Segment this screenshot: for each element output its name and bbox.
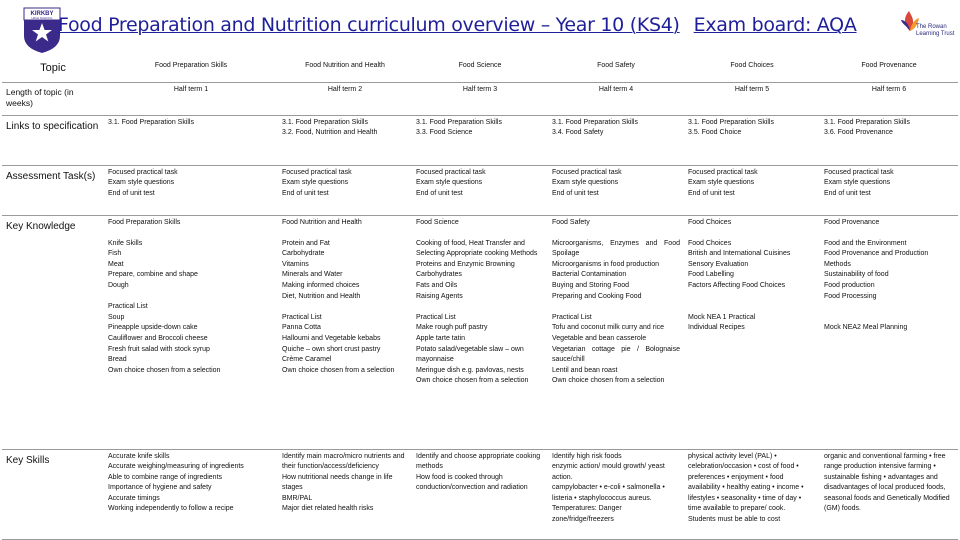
knowledge-cell: Food Science Cooking of food, Heat Transfer and Selecting Appropriate cooking Methods Proteins and Enzymic Browning Carbohydrates Fats and Oils Raising Agents Practical List Make rough puff pastry Apple tarte tatin Potato salad/vegetable slaw – own mayonnaise Meringue dish e.g. pavlovas, nests Own choice chosen from a selection [412,215,548,449]
links-label: Links to specification [2,115,104,165]
links-cell: 3.1. Food Preparation Skills 3.5. Food Choice [684,115,820,165]
length-cell: Half term 5 [684,82,820,115]
topic-cell: Food Science [412,54,548,82]
topic-cell: Food Safety [548,54,684,82]
skills-cell: Identify main macro/micro nutrients and their function/access/deficiency How nutritional needs change in life stages BMR/PAL Major diet related health risks [278,449,412,539]
assessment-cell: Focused practical task Exam style questions End of unit test [278,165,412,215]
length-cell: Half term 4 [548,82,684,115]
title-exam-board: Exam board: AQA [693,14,857,36]
skills-label: Key Skills [2,449,104,539]
page-title [58,14,857,36]
trust-name: The Rowan Learning Trust [916,24,955,37]
assessment-row [2,165,958,215]
length-row [2,82,958,115]
school-subtitle: HIGH SCHOOL [31,16,53,20]
length-cell: Half term 6 [820,82,958,115]
length-cell: Half term 1 [104,82,278,115]
curriculum-table [2,54,958,540]
assessment-cell: Focused practical task Exam style questions End of unit test [820,165,958,215]
topic-cell: Food Nutrition and Health [278,54,412,82]
assessment-label: Assessment Task(s) [2,165,104,215]
length-cell: Half term 3 [412,82,548,115]
links-row [2,115,958,165]
topic-cell: Food Preparation Skills [104,54,278,82]
crest-star-icon [22,6,62,54]
school-name: KIRKBY [30,11,54,17]
assessment-cell: Focused practical task Exam style questions End of unit test [684,165,820,215]
skills-cell: Identify and choose appropriate cooking methods How food is cooked through conduction/convection and radiation [412,449,548,539]
header [0,0,960,54]
assessment-cell: Focused practical task Exam style questions End of unit test [104,165,278,215]
links-cell: 3.1. Food Preparation Skills 3.4. Food Safety [548,115,684,165]
skills-cell: Accurate knife skills Accurate weighing/measuring of ingredients Able to combine range of ingredients Importance of hygiene and safety Accurate timings Working independently to follow a recipe [104,449,278,539]
topic-cell: Food Choices [684,54,820,82]
knowledge-cell: Food Choices Food Choices British and International Cuisines Sensory Evaluation Food Labelling Factors Affecting Food Choices Mock NEA 1 Practical Individual Recipes [684,215,820,449]
topic-row [2,54,958,82]
length-cell: Half term 2 [278,82,412,115]
assessment-cell: Focused practical task Exam style questions End of unit test [548,165,684,215]
title-main: Food Preparation and Nutrition curriculum overview – Year 10 (KS4) [58,14,680,36]
links-cell: 3.1. Food Preparation Skills 3.2. Food, Nutrition and Health [278,115,412,165]
length-label: Length of topic (in weeks) [2,82,104,115]
skills-cell: organic and conventional farming • free range production intensive farming • sustainable fishing • advantages and disadvantages of local produced foods, seasonal foods and Genetically Modified (GM) foods. [820,449,958,539]
links-cell: 3.1. Food Preparation Skills 3.3. Food Science [412,115,548,165]
topic-label: Topic [2,54,104,82]
knowledge-cell: Food Provenance Food and the Environment Food Provenance and Production Methods Sustainability of food Food production Food Processing Mock NEA2 Meal Planning [820,215,958,449]
skills-cell: physical activity level (PAL) • celebration/occasion • cost of food • preferences • enjoyment • food availability • healthy eating • income • lifestyles • seasonality • time of day • time available to prepare/ cook. Students must be able to cost [684,449,820,539]
knowledge-cell: Food Preparation Skills Knife Skills Fish Meat Prepare, combine and shape Dough Practical List Soup Pineapple upside-down cake Cauliflower and Broccoli cheese Fresh fruit salad with stock syrup Bread Own choice chosen from a selection [104,215,278,449]
links-cell: 3.1. Food Preparation Skills [104,115,278,165]
knowledge-row [2,215,958,449]
skills-cell: Identify high risk foods enzymic action/ mould growth/ yeast action. campylobacter • e-coli • salmonella • listeria • staphylococcus aureus. Temperatures: Danger zone/fridge/freezers [548,449,684,539]
skills-row [2,449,958,539]
trust-logo [898,10,958,46]
knowledge-label: Key Knowledge [2,215,104,449]
assessment-cell: Focused practical task Exam style questions End of unit test [412,165,548,215]
knowledge-cell: Food Safety Microorganisms, Enzymes and Food Spoilage Microorganisms in food production Bacterial Contamination Buying and Storing Food Preparing and Cooking Food Practical List Tofu and coconut milk curry and rice Vegetable and bean casserole Vegetarian cottage pie / Bolognaise sauce/chill Lentil and bean roast Own choice chosen from a selection [548,215,684,449]
knowledge-cell: Food Nutrition and Health Protein and Fat Carbohydrate Vitamins Minerals and Water Making informed choices Diet, Nutrition and Health Practical List Panna Cotta Halloumi and Vegetable kebabs Quiche – own short crust pastry Crème Caramel Own choice chosen from a selection [278,215,412,449]
links-cell: 3.1. Food Preparation Skills 3.6. Food Provenance [820,115,958,165]
school-logo [22,6,62,54]
topic-cell: Food Provenance [820,54,958,82]
